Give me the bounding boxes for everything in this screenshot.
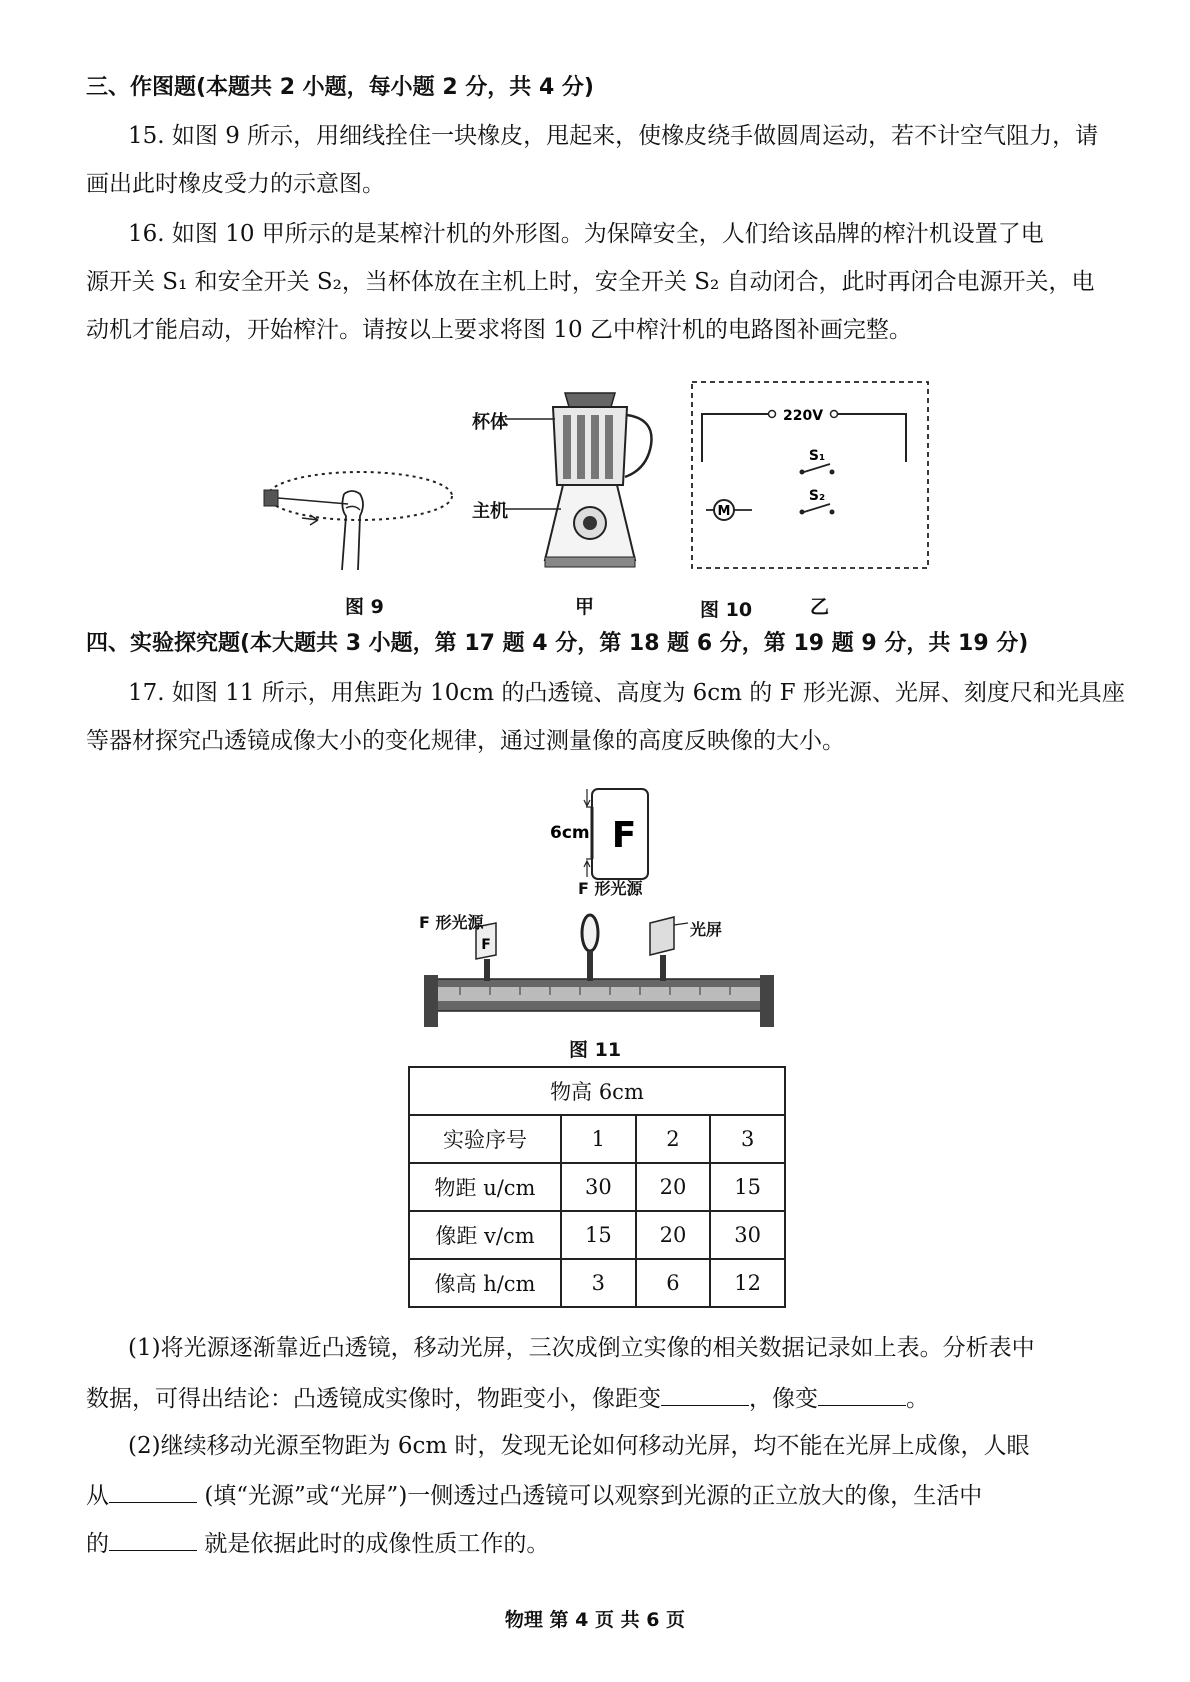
part2-text-a: 从 (86, 1483, 109, 1509)
answer-blank-3[interactable] (109, 1478, 197, 1503)
base-label: 主机 (472, 501, 508, 522)
q16-line3: 动机才能启动，开始榨汁。请按以上要求将图 10 乙中榨汁机的电路图补画完整。 (86, 317, 912, 343)
part1-text-a: 数据，可得出结论：凸透镜成实像时，物距变小，像距变 (86, 1386, 661, 1412)
q15-line2: 画出此时橡皮受力的示意图。 (86, 171, 385, 197)
q17-line2: 等器材探究凸透镜成像大小的变化规律，通过测量像的高度反映像的大小。 (86, 728, 845, 754)
table-cell: 15 (710, 1163, 785, 1211)
q16-line1: 16. 如图 10 甲所示的是某榨汁机的外形图。为保障安全，人们给该品牌的榨汁机设置了电 (128, 221, 1044, 247)
table-cell: 20 (636, 1211, 711, 1259)
part2-line2 (86, 1478, 1120, 1512)
fig10-jia-label: 甲 (575, 596, 595, 618)
motor-symbol: M (717, 504, 731, 519)
part2-text-c: 的 (86, 1531, 109, 1557)
part1-line2 (86, 1381, 1120, 1415)
bench-screen-label: 光屏 (690, 920, 723, 939)
figure-10-yi-circuit (690, 380, 930, 570)
answer-blank-4[interactable] (109, 1526, 197, 1551)
table-cell: 3 (561, 1259, 636, 1307)
table-row (409, 1211, 785, 1259)
section3-heading: 三、作图题(本题共 2 小题，每小题 2 分，共 4 分) (86, 75, 594, 100)
table-cell: 2 (636, 1115, 711, 1163)
table-row (409, 1163, 785, 1211)
table-cell: 像距 v/cm (409, 1211, 561, 1259)
table-cell: 15 (561, 1211, 636, 1259)
answer-blank-2[interactable] (818, 1381, 906, 1406)
table-row (409, 1259, 785, 1307)
fig10-yi-label: 乙 (810, 596, 830, 618)
bench-f-letter: F (481, 937, 491, 953)
q16-line2: 源开关 S₁ 和安全开关 S₂，当杯体放在主机上时，安全开关 S₂ 自动闭合，此时再闭合电源开关，电 (86, 269, 1095, 295)
f-height-label: 6cm (550, 823, 590, 843)
part2-text-d: 就是依据此时的成像性质工作的。 (204, 1531, 550, 1557)
table-cell: 物距 u/cm (409, 1163, 561, 1211)
page-footer: 物理 第 4 页 共 6 页 (504, 1609, 686, 1631)
part1-line1: (1)将光源逐渐靠近凸透镜，移动光屏，三次成倒立实像的相关数据记录如上表。分析表中 (128, 1335, 1035, 1361)
fig10-caption: 图 10 (700, 599, 753, 621)
f-source-caption: F 形光源 (578, 879, 643, 898)
table-cell: 30 (561, 1163, 636, 1211)
section4-heading: 四、实验探究题(本大题共 3 小题，第 17 题 4 分，第 18 题 6 分，第 19 题 9 分，共 19 分) (86, 631, 1029, 656)
part2-text-b: (填“光源”或“光屏”)一侧透过凸透镜可以观察到光源的正立放大的像，生活中 (204, 1483, 983, 1509)
part1-text-b: ，像变 (749, 1386, 818, 1412)
table-title-row (409, 1067, 785, 1115)
s2-label: S₂ (808, 488, 826, 504)
fig11-caption: 图 11 (569, 1039, 622, 1061)
figure-10-jia-juicer (505, 385, 675, 580)
data-table (408, 1066, 786, 1308)
q15-line1: 15. 如图 9 所示，用细线拴住一块橡皮，甩起来，使橡皮绕手做圆周运动，若不计空气阻力，请 (128, 123, 1099, 149)
bench-f-source-label: F 形光源 (419, 913, 484, 932)
q17-line1: 17. 如图 11 所示，用焦距为 10cm 的凸透镜、高度为 6cm 的 F 形光源、光屏、刻度尺和光具座 (128, 680, 1125, 706)
answer-blank-1[interactable] (661, 1381, 749, 1406)
part2-line1: (2)继续移动光源至物距为 6cm 时，发现无论如何移动光屏，均不能在光屏上成像，人眼 (128, 1433, 1030, 1459)
table-cell: 实验序号 (409, 1115, 561, 1163)
s1-label: S₁ (808, 448, 826, 464)
table-cell: 像高 h/cm (409, 1259, 561, 1307)
table-cell: 1 (561, 1115, 636, 1163)
table-cell: 20 (636, 1163, 711, 1211)
table-cell: 6 (636, 1259, 711, 1307)
table-title: 物高 6cm (409, 1067, 785, 1115)
table-row (409, 1115, 785, 1163)
table-cell: 12 (710, 1259, 785, 1307)
part2-line3 (86, 1526, 1120, 1560)
voltage-label: 220V (782, 408, 824, 424)
part1-text-c: 。 (906, 1386, 929, 1412)
table-cell: 30 (710, 1211, 785, 1259)
figure-9 (260, 460, 470, 590)
f-light-source-diagram (550, 785, 660, 890)
f-letter: F (611, 815, 637, 856)
fig9-caption: 图 9 (345, 596, 384, 618)
table-cell: 3 (710, 1115, 785, 1163)
cup-label: 杯体 (472, 412, 508, 433)
